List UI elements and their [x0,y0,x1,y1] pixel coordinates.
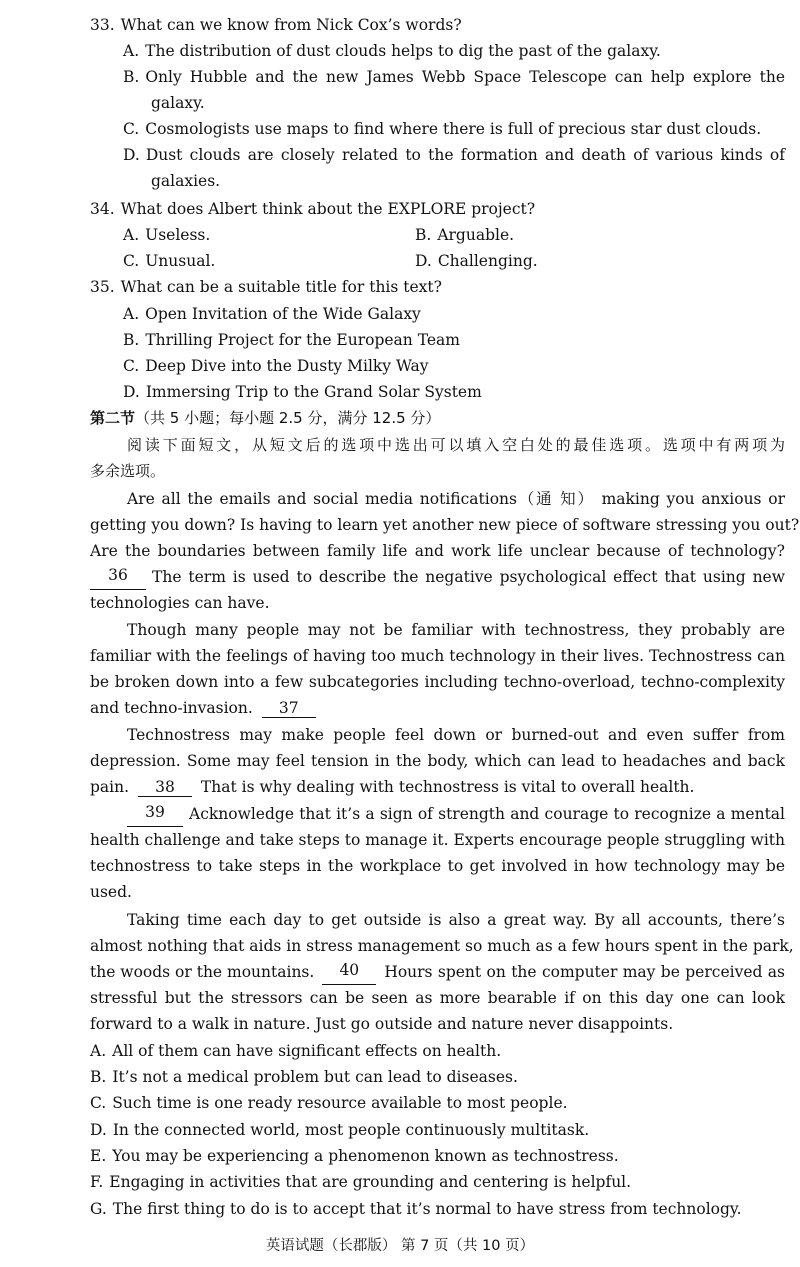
passage-line: health challenge and take steps to manage it. Experts encourage people struggling with [90,831,785,849]
option-text: Dust clouds are closely related to the formation and death of various kinds of [145,146,785,164]
passage-text: pain. [90,778,130,796]
choice-label: E. [90,1147,107,1165]
passage-line: technostress to take steps in the workplace to get involved in how technology may be [90,857,785,875]
passage-line: familiar with the feelings of having too much technology in their lives. Technostress can [90,647,785,665]
blank-37[interactable]: 37 [262,699,316,718]
question-stem: What can be a suitable title for this text? [120,278,442,296]
option-label: B. [415,226,432,244]
q33-option-b-cont: galaxy. [151,94,205,112]
passage-line: Taking time each day to get outside is also a great way. By all accounts, there’s [127,911,785,929]
choice-e [90,1143,619,1169]
choice-label: B. [90,1068,107,1086]
choice-label: C. [90,1094,107,1112]
option-label: A. [123,305,140,323]
passage-line: Though many people may not be familiar with technostress, they probably are [127,621,785,639]
passage-line [90,564,785,590]
q33-option-d [123,142,785,168]
q35-option-b [123,327,460,353]
passage-line: be broken down into a few subcategories including techno-overload, techno-complexity [90,673,785,691]
option-label: D. [123,383,140,401]
question-33 [90,12,462,38]
passage-line: getting you down? Is having to learn yet another new piece of software stressing you out? [90,516,800,534]
q33-option-a [123,38,661,64]
q35-option-a [123,301,421,327]
choice-text: You may be experiencing a phenomenon known as technostress. [112,1147,619,1165]
passage-line: Technostress may make people feel down or burned-out and even suffer from [127,726,785,744]
q34-option-d [415,248,538,274]
passage-text: the woods or the mountains. [90,963,315,981]
q33-option-b [123,64,785,90]
q33-option-c [123,116,761,142]
section-instruction: 阅读下面短文，从短文后的选项中选出可以填入空白处的最佳选项。选项中有两项为 [127,436,785,454]
q34-option-a [123,222,210,248]
choice-c [90,1090,568,1116]
question-stem: What can we know from Nick Cox’s words? [120,16,462,34]
section-heading [90,405,440,431]
blank-39[interactable]: 39 [127,803,183,827]
option-text: Deep Dive into the Dusty Milky Way [145,357,429,375]
option-label: D. [123,146,140,164]
option-label: C. [123,252,140,270]
choice-a [90,1038,501,1064]
passage-line: stressful but the stressors can be seen as more bearable if on this day one can look [90,989,785,1007]
page-footer: 英语试题（长郡版） 第 7 页（共 10 页） [265,1238,535,1254]
option-text: Immersing Trip to the Grand Solar System [145,383,482,401]
option-text: Useless. [145,226,211,244]
option-text: Open Invitation of the Wide Galaxy [145,305,421,323]
option-text: Thrilling Project for the European Team [145,331,460,349]
passage-line: Are the boundaries between family life and work life unclear because of technology? [90,542,785,560]
choice-g [90,1196,742,1222]
section-instruction-cont: 多余选项。 [90,462,166,480]
q35-option-d [123,379,482,405]
choice-b [90,1064,518,1090]
passage-text: and techno-invasion. [90,699,253,717]
q33-option-d-cont: galaxies. [151,172,221,190]
blank-40[interactable]: 40 [322,961,376,985]
option-label: A. [123,42,140,60]
choice-text: Engaging in activities that are grounding and centering is helpful. [109,1173,632,1191]
passage-line: Are all the emails and social media notifications（通 知） making you anxious or [127,490,785,508]
option-text: Arguable. [437,226,515,244]
q34-option-b [415,222,514,248]
question-number: 33. [90,16,115,34]
option-text: The distribution of dust clouds helps to dig the past of the galaxy. [145,42,661,60]
passage-line: almost nothing that aids in stress management so much as a few hours spent in the park, [90,937,794,955]
choice-label: F. [90,1173,104,1191]
option-label: B. [123,331,140,349]
choice-d [90,1117,589,1143]
passage-text: Hours spent on the computer may be perceived as [384,963,785,981]
passage-text: Acknowledge that it’s a sign of strength and courage to recognize a mental [189,805,785,823]
passage-line: depression. Some may feel tension in the body, which can lead to headaches and back [90,752,785,770]
question-number: 35. [90,278,115,296]
passage-line [90,695,316,721]
passage-line [90,774,694,800]
choice-label: A. [90,1042,107,1060]
choice-text: The first thing to do is to accept that it’s normal to have stress from technology. [112,1200,742,1218]
choice-text: Such time is one ready resource available to most people. [112,1094,568,1112]
passage-text: The term is used to describe the negative psychological effect that using new [152,568,785,586]
q35-option-c [123,353,429,379]
option-text: Only Hubble and the new James Webb Space Telescope can help explore the [145,68,785,86]
option-text: Unusual. [145,252,216,270]
question-34 [90,196,535,222]
passage-line: used. [90,883,132,901]
option-label: D. [415,252,432,270]
blank-36[interactable]: 36 [90,566,146,590]
option-label: C. [123,357,140,375]
section-title: 第二节 [90,409,136,427]
option-text: Cosmologists use maps to find where there is full of precious star dust clouds. [145,120,762,138]
choice-f [90,1169,631,1195]
passage-line [127,801,785,827]
question-stem: What does Albert think about the EXPLORE project? [120,200,536,218]
section-info: （共 5 小题；每小题 2.5 分，满分 12.5 分） [135,409,441,427]
blank-38[interactable]: 38 [138,778,192,797]
passage-line: forward to a walk in nature. Just go outside and nature never disappoints. [90,1015,674,1033]
passage-line: technologies can have. [90,594,270,612]
question-number: 34. [90,200,115,218]
choice-label: G. [90,1200,107,1218]
question-35 [90,274,442,300]
option-label: B. [123,68,140,86]
choice-text: In the connected world, most people continuously multitask. [112,1121,590,1139]
passage-line [90,959,785,985]
choice-text: It’s not a medical problem but can lead to diseases. [112,1068,518,1086]
option-label: C. [123,120,140,138]
option-label: A. [123,226,140,244]
passage-text: That is why dealing with technostress is vital to overall health. [200,778,695,796]
choice-text: All of them can have significant effects on health. [112,1042,502,1060]
choice-label: D. [90,1121,107,1139]
option-text: Challenging. [437,252,538,270]
q34-option-c [123,248,215,274]
